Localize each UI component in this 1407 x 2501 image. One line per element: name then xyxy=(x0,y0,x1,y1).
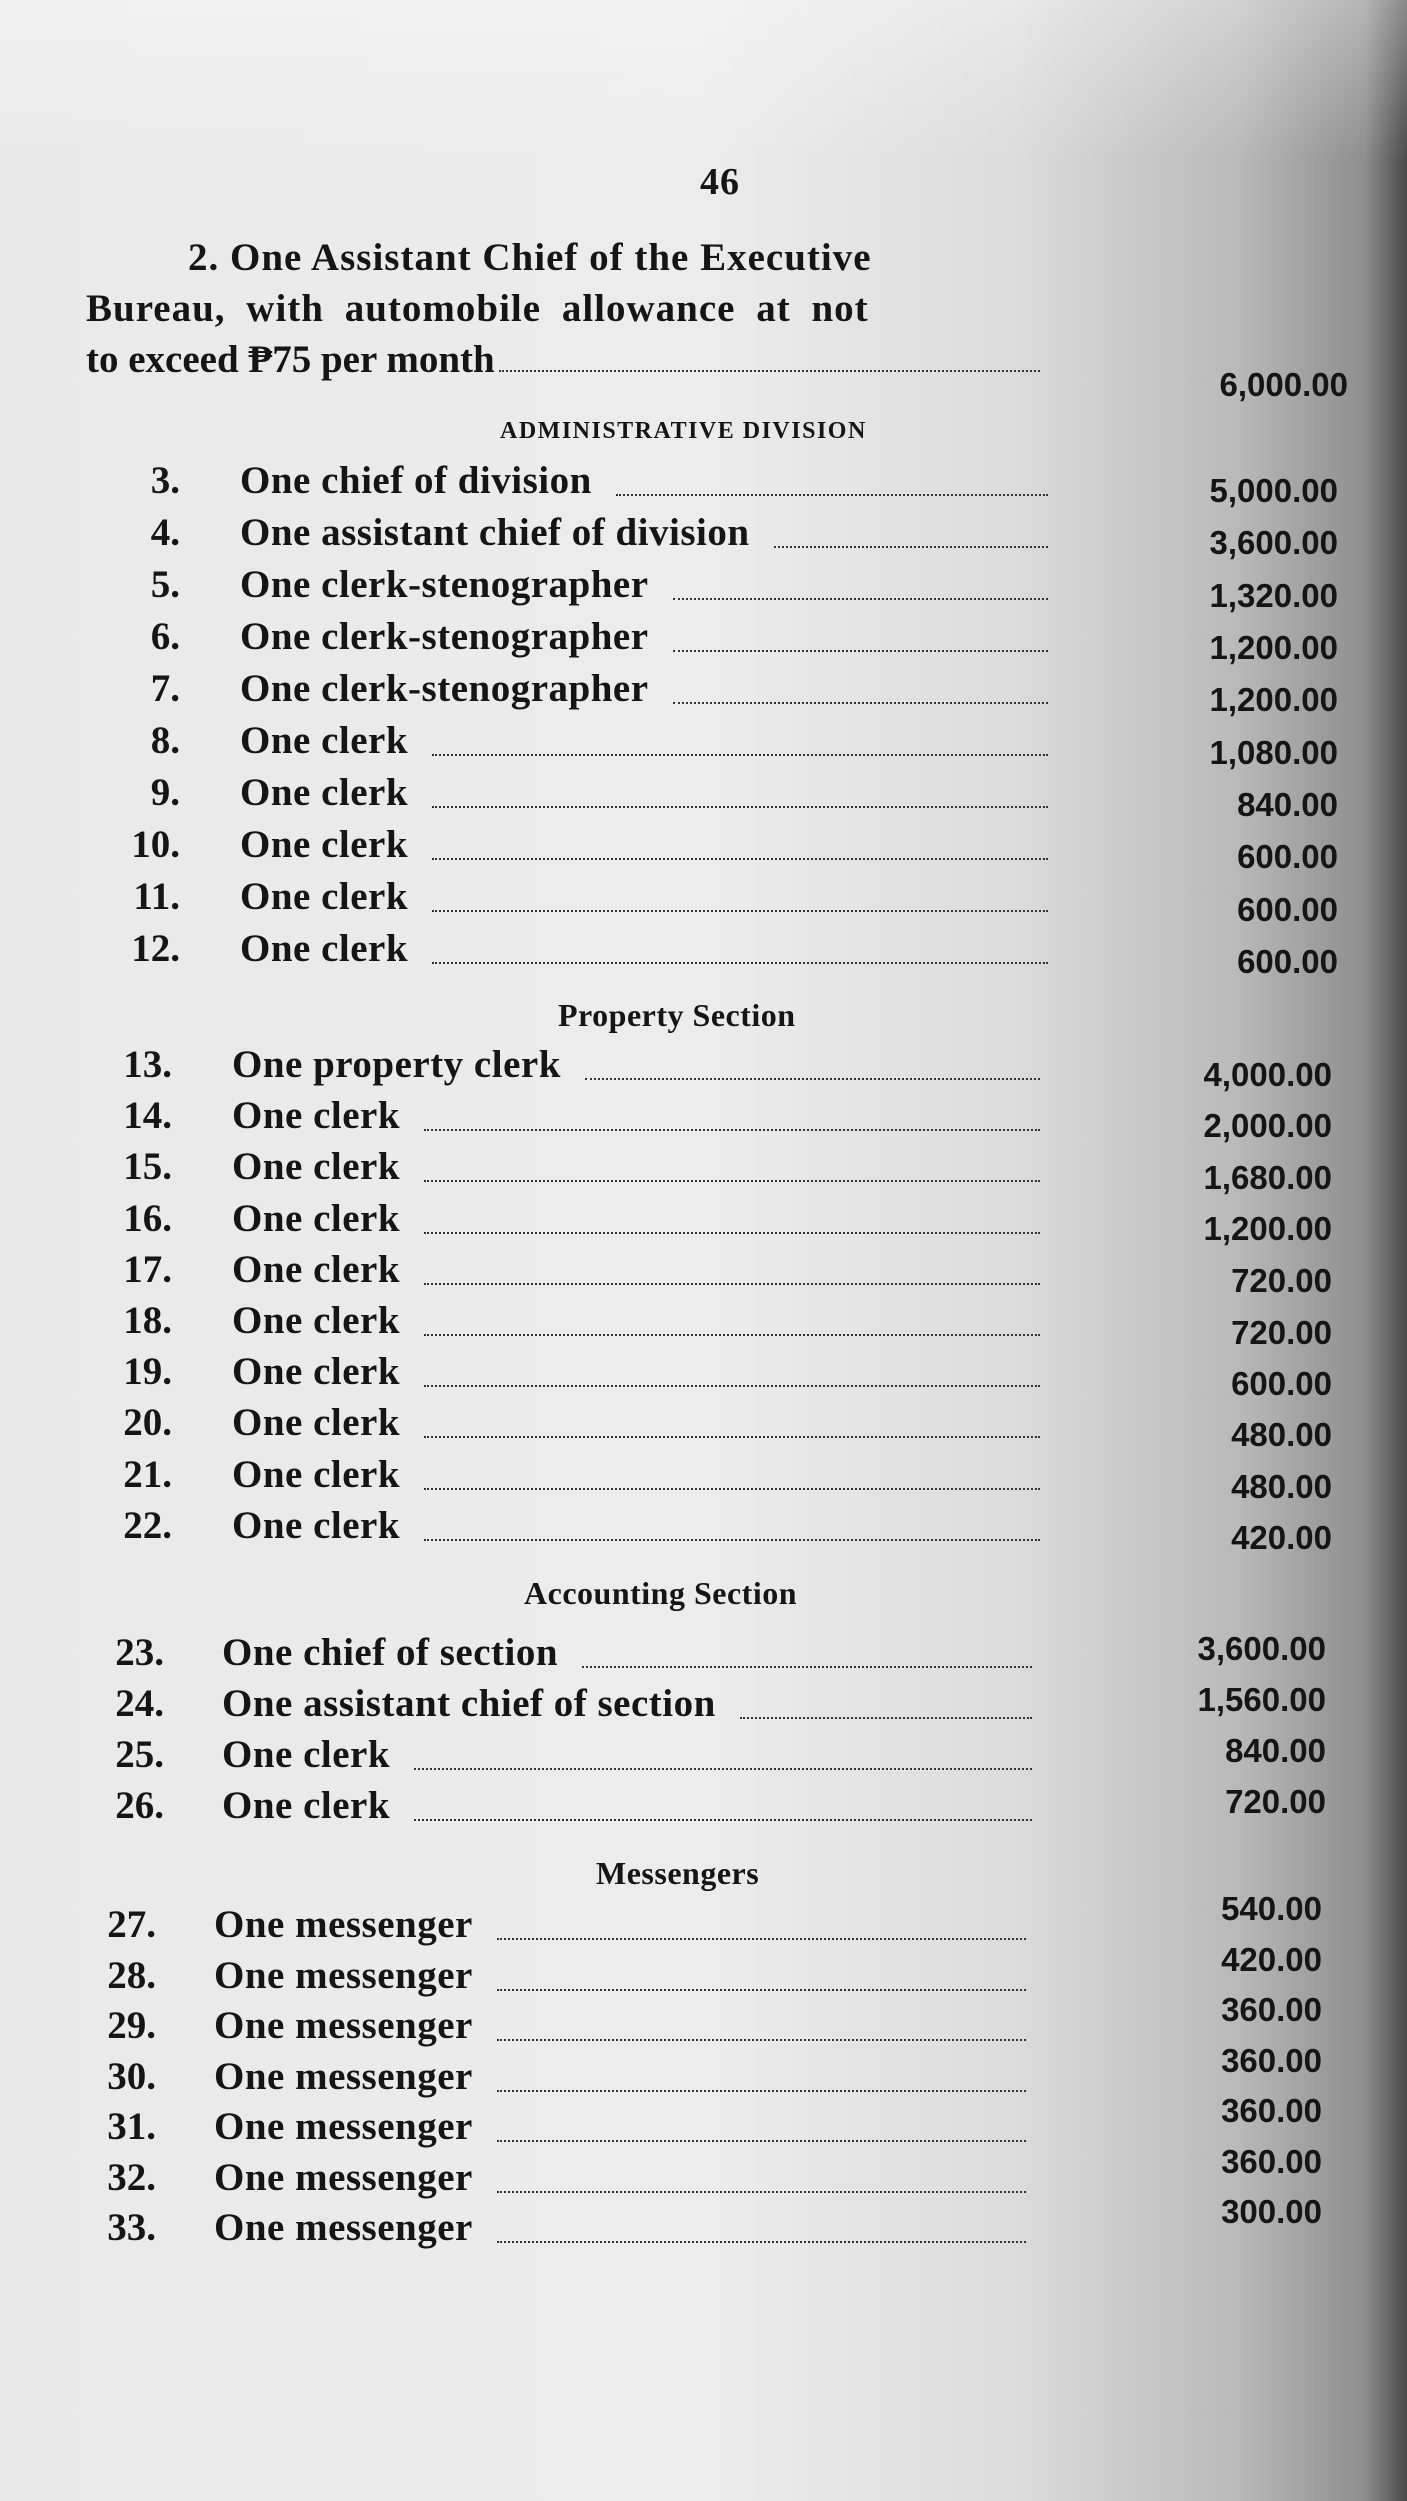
item-number: 15. xyxy=(123,1145,172,1189)
item-label: One clerk xyxy=(240,927,409,970)
item-label: One assistant chief of section xyxy=(222,1682,716,1725)
intro-line-3 xyxy=(86,334,1046,385)
list-item xyxy=(0,1732,1407,1782)
list-item xyxy=(0,1144,1407,1194)
item-amount: 1,200.00 xyxy=(1209,629,1338,667)
item-amount: 300.00 xyxy=(1221,2193,1322,2230)
list-item xyxy=(0,718,1407,771)
dot-leader xyxy=(497,2140,1026,2142)
item-amount: 600.00 xyxy=(1231,1364,1332,1402)
item-label: One clerk xyxy=(232,1452,401,1496)
dot-leader xyxy=(414,1768,1032,1770)
item-amount: 840.00 xyxy=(1225,1732,1326,1769)
item-label: One clerk xyxy=(240,719,409,762)
dot-leader xyxy=(432,910,1048,912)
item-amount: 1,320.00 xyxy=(1209,576,1338,614)
item-number: 32. xyxy=(107,2155,156,2199)
item-amount: 420.00 xyxy=(1231,1519,1332,1557)
list-item xyxy=(0,770,1407,824)
dot-leader xyxy=(424,1385,1040,1387)
item-amount: 360.00 xyxy=(1221,1991,1322,2028)
list-item xyxy=(0,1503,1407,1557)
list-item xyxy=(0,1783,1407,1833)
item-amount: 420.00 xyxy=(1221,1940,1322,1978)
dot-leader xyxy=(414,1819,1032,1821)
item-number: 11. xyxy=(133,875,180,918)
item-label: One clerk xyxy=(232,1350,401,1394)
item-amount: 4,000.00 xyxy=(1203,1056,1332,1093)
dot-leader xyxy=(497,2090,1026,2092)
item-label: One clerk xyxy=(232,1094,401,1138)
item-amount: 3,600.00 xyxy=(1197,1630,1326,1667)
item-label: One clerk xyxy=(232,1299,401,1342)
dot-leader xyxy=(740,1717,1032,1719)
dot-leader xyxy=(673,702,1048,704)
dot-leader xyxy=(432,962,1048,964)
item-number: 8. xyxy=(150,719,180,762)
intro-paragraph xyxy=(86,232,1086,385)
dot-leader xyxy=(432,754,1048,756)
section-heading: Messengers xyxy=(596,1855,760,1891)
item-amount: 1,560.00 xyxy=(1197,1681,1326,1718)
item-label: One clerk-stenographer xyxy=(240,667,649,710)
list-item xyxy=(0,822,1407,876)
dot-leader xyxy=(497,2191,1026,2193)
item-amount: 2,000.00 xyxy=(1203,1107,1332,1145)
section-heading: ADMINISTRATIVE DIVISION xyxy=(500,418,867,444)
item-amount: 1,680.00 xyxy=(1203,1158,1332,1196)
item-label: One chief of section xyxy=(222,1631,559,1674)
item-amount: 360.00 xyxy=(1221,2041,1322,2079)
dot-leader xyxy=(499,370,1040,372)
item-label: One chief of division xyxy=(240,459,592,502)
item-number: 17. xyxy=(123,1247,172,1291)
item-label: One messenger xyxy=(214,2054,473,2098)
item-label: One assistant chief of division xyxy=(240,511,750,554)
item-number: 27. xyxy=(107,1903,156,1946)
list-item xyxy=(0,666,1407,719)
intro-line-3-text: to exceed ₱75 per month xyxy=(86,338,495,381)
dot-leader xyxy=(585,1078,1040,1080)
list-item xyxy=(0,1630,1407,1680)
item-label: One clerk xyxy=(232,1196,401,1240)
item-label: One clerk xyxy=(232,1145,401,1189)
page-number: 46 xyxy=(700,161,740,203)
list-item xyxy=(0,614,1407,667)
list-item xyxy=(0,1400,1407,1454)
item-number: 9. xyxy=(150,771,180,814)
list-item xyxy=(0,1042,1407,1092)
item-label: One clerk xyxy=(222,1733,391,1776)
item-amount: 720.00 xyxy=(1231,1313,1332,1351)
item-number: 10. xyxy=(131,823,180,866)
item-label: One clerk-stenographer xyxy=(240,615,649,658)
item-number: 20. xyxy=(123,1401,172,1445)
item-number: 3. xyxy=(150,459,180,502)
list-item xyxy=(0,926,1407,981)
dot-leader xyxy=(673,650,1048,652)
dot-leader xyxy=(673,598,1048,600)
item-number: 19. xyxy=(123,1350,172,1394)
item-label: One clerk xyxy=(240,875,409,918)
item-amount: 5,000.00 xyxy=(1209,472,1338,509)
dot-leader xyxy=(424,1488,1040,1490)
item-number: 21. xyxy=(123,1452,172,1496)
item-number: 7. xyxy=(150,667,180,710)
page-shading xyxy=(0,0,1407,160)
intro-amount: 6,000.00 xyxy=(1219,366,1348,403)
dot-leader xyxy=(424,1129,1040,1131)
item-label: One property clerk xyxy=(232,1043,561,1086)
item-number: 6. xyxy=(150,615,180,658)
item-amount: 720.00 xyxy=(1231,1261,1332,1299)
item-label: One clerk xyxy=(232,1503,401,1547)
item-number: 12. xyxy=(131,927,180,970)
item-amount: 540.00 xyxy=(1221,1890,1322,1927)
item-amount: 1,080.00 xyxy=(1209,733,1338,771)
item-number: 14. xyxy=(123,1094,172,1138)
item-amount: 480.00 xyxy=(1231,1416,1332,1454)
item-amount: 1,200.00 xyxy=(1203,1210,1332,1248)
item-label: One clerk xyxy=(232,1401,401,1445)
item-amount: 600.00 xyxy=(1237,943,1338,981)
item-number: 4. xyxy=(150,511,180,554)
item-number: 18. xyxy=(123,1299,172,1342)
item-label: One clerk xyxy=(222,1784,391,1827)
item-label: One clerk xyxy=(240,823,409,866)
item-number: 33. xyxy=(107,2206,156,2249)
list-item xyxy=(0,1093,1407,1143)
item-label: One messenger xyxy=(214,2206,473,2249)
item-label: One clerk xyxy=(240,771,409,814)
item-number: 30. xyxy=(107,2054,156,2098)
dot-leader xyxy=(432,858,1048,860)
item-amount: 480.00 xyxy=(1231,1467,1332,1505)
intro-line-2: Bureau, with automobile allowance at not xyxy=(86,287,869,330)
item-number: 13. xyxy=(123,1043,172,1086)
item-amount: 600.00 xyxy=(1237,890,1338,928)
list-item xyxy=(0,1196,1407,1246)
item-number: 22. xyxy=(123,1503,172,1547)
dot-leader xyxy=(497,2039,1026,2041)
dot-leader xyxy=(582,1666,1032,1668)
item-amount: 360.00 xyxy=(1221,2142,1322,2180)
list-item xyxy=(0,1681,1407,1731)
item-label: One messenger xyxy=(214,2105,473,2148)
dot-leader xyxy=(616,494,1048,496)
item-label: One clerk-stenographer xyxy=(240,563,649,606)
item-number: 29. xyxy=(107,2004,156,2047)
item-number: 25. xyxy=(115,1733,164,1776)
dot-leader xyxy=(424,1180,1040,1182)
list-item xyxy=(0,510,1407,560)
dot-leader xyxy=(497,1938,1026,1940)
list-item xyxy=(0,562,1407,612)
item-number: 5. xyxy=(150,563,180,606)
dot-leader xyxy=(424,1436,1040,1438)
list-item xyxy=(0,1349,1407,1402)
list-item xyxy=(0,1298,1407,1351)
item-amount: 3,600.00 xyxy=(1209,524,1338,562)
item-number: 24. xyxy=(115,1682,164,1725)
list-item xyxy=(0,2193,1407,2255)
item-amount: 840.00 xyxy=(1237,786,1338,824)
list-item xyxy=(0,1452,1407,1505)
intro-line-1: 2. One Assistant Chief of the Executive xyxy=(188,236,872,279)
item-amount: 360.00 xyxy=(1221,2092,1322,2129)
section-heading: Property Section xyxy=(558,997,796,1033)
item-number: 28. xyxy=(107,1953,156,1997)
item-label: One messenger xyxy=(214,2004,473,2047)
dot-leader xyxy=(497,2241,1026,2243)
list-item xyxy=(0,1247,1407,1297)
item-label: One clerk xyxy=(232,1247,401,1291)
dot-leader xyxy=(424,1334,1040,1336)
list-item xyxy=(0,874,1407,928)
section-heading: Accounting Section xyxy=(524,1575,797,1611)
item-amount: 720.00 xyxy=(1225,1783,1326,1820)
dot-leader xyxy=(432,806,1048,808)
item-number: 31. xyxy=(107,2105,156,2148)
item-amount: 600.00 xyxy=(1237,838,1338,876)
item-label: One messenger xyxy=(214,1903,473,1946)
item-label: One messenger xyxy=(214,1953,473,1997)
item-number: 26. xyxy=(115,1784,164,1827)
item-label: One messenger xyxy=(214,2155,473,2199)
dot-leader xyxy=(424,1232,1040,1234)
dot-leader xyxy=(424,1283,1040,1285)
item-amount: 1,200.00 xyxy=(1209,681,1338,719)
item-number: 16. xyxy=(123,1196,172,1240)
item-number: 23. xyxy=(115,1631,164,1674)
list-item xyxy=(0,458,1407,508)
dot-leader xyxy=(497,1989,1026,1991)
dot-leader xyxy=(424,1539,1040,1541)
dot-leader xyxy=(774,546,1048,548)
